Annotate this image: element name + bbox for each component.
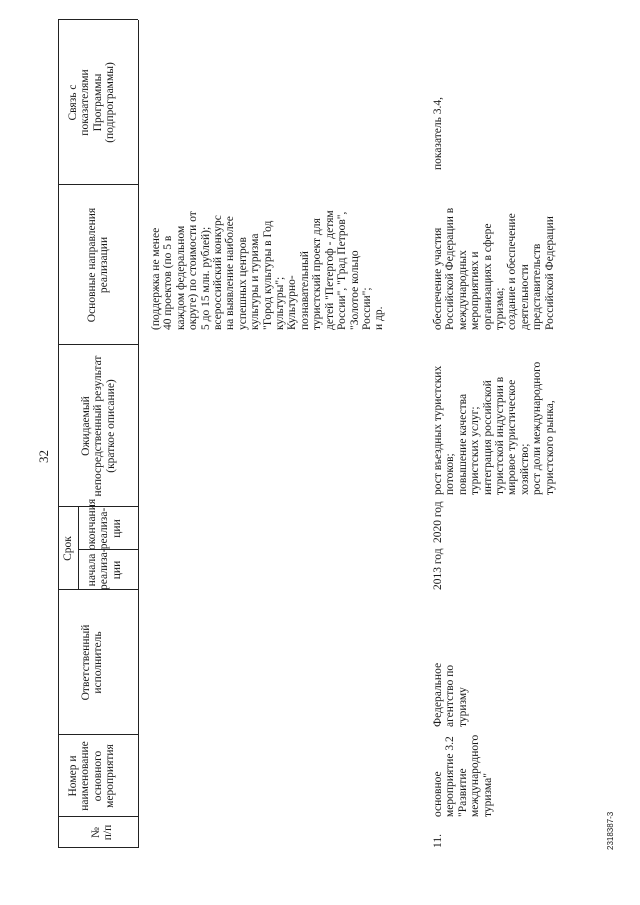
header-end: окончания реализа- ции [86,498,123,550]
header-activity-name: Номер и наименование основного мероприятия [67,741,117,811]
header-term: Срок [62,536,74,561]
header-main-directions: Основные направления реализации [86,207,111,323]
header-expected-result: Ожидаемый непосредственный результат (краткое описание) [80,355,117,497]
row-activity-name: основное мероприятие 3.2 "Развитие международного туризма" [432,734,494,817]
header-number: № п/п [90,824,115,841]
header-executor: Ответственный исполнитель [80,624,105,701]
header-indicators-link: Связь с показателями Программы (подпрограммы) [67,62,117,143]
header-start: начала реализа- ции [86,548,123,590]
row-start-year: 2013 год [432,548,444,590]
header-bottom-border [138,20,139,848]
table-top-border [58,20,59,848]
row-end-year: 2020 год [432,501,444,543]
row-indicators-link: показатель 3.4, [432,96,444,170]
page-number: 32 [36,450,51,463]
row-expected-result: рост въездных туристских потоков; повышение качества туристских услуг; интеграция российской туристской индустрии в мировое туристическое хозяйство; рост доли международного туристского рынка, [432,361,556,495]
row-number: 11. [432,834,444,848]
continuation-directions: (поддержка не менее 40 проектов (по 5 в каждом федеральном округе) по стоимости от 5 до 15 млн. рублей); всероссийский конкурс на выявление наиболее успешных центров культуры и туризма "Город культуры в Год культуры"; Культурно- познавательный туристский проект для детей "Петергоф - детям России", "Град Петров", "Золотое кольцо России"; и др. [150,210,386,330]
row-main-directions: обеспечение участия Российской Федерации в международных мероприятиях и организациях в сфере туризма; создание и обеспечение деятельности представительств Российской Федерации [432,207,556,330]
row-executor: Федеральное агентство по туризму [432,662,469,727]
document-code: 2318387-3 [606,811,615,850]
